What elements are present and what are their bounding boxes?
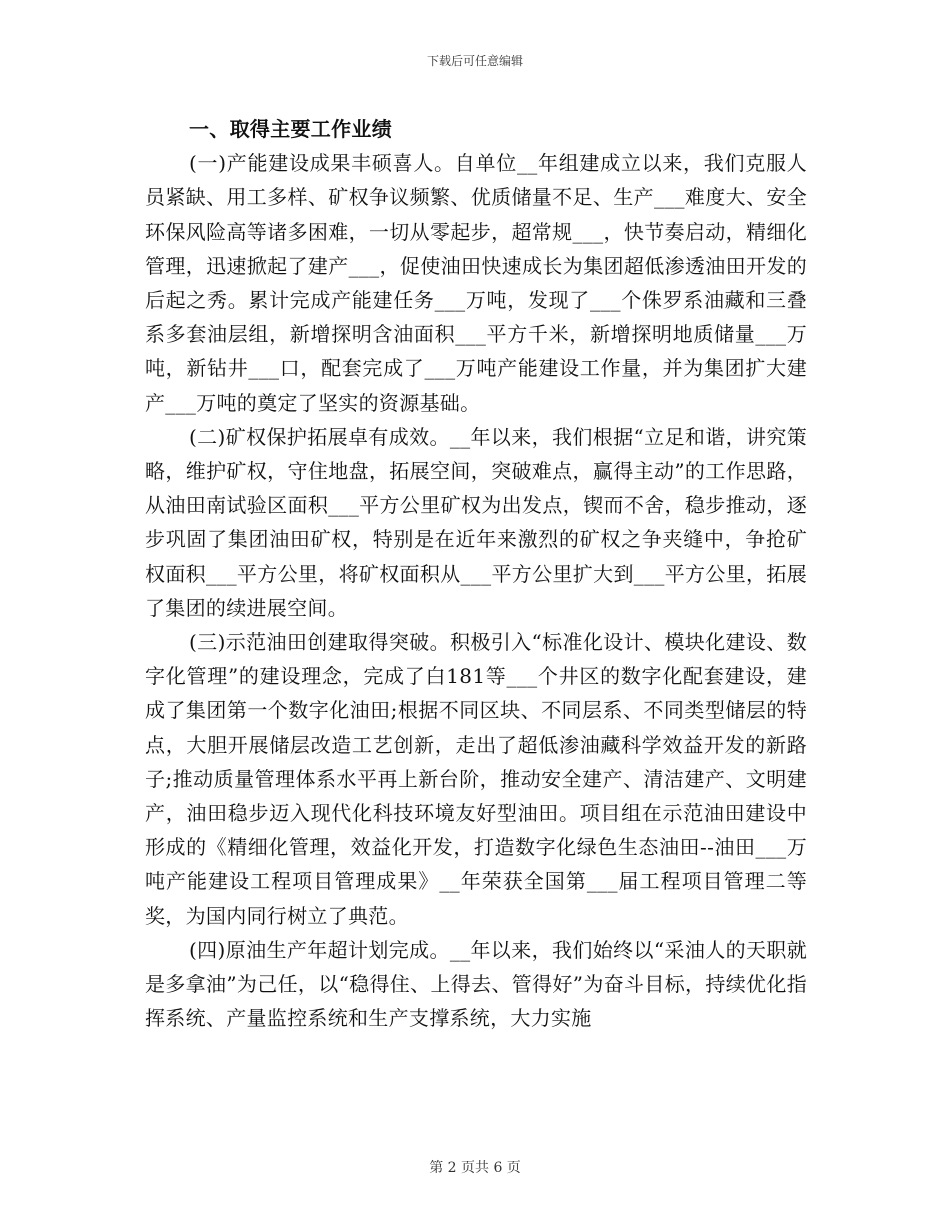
paragraph-mining-rights: (二)矿权保护拓展卓有成效。__年以来，我们根据“立足和谐，讲究策略，维护矿权，守住地盘，拓展空间，突破难点，赢得主动”的工作思路，从油田南试验区面积___平方公里矿权为出发点，锲而不舍，稳步推动，逐步巩固了集团油田矿权，特别是在近年来激烈的矿权之争夹缝中，争抢矿权面积___平方公里，将矿权面积从___平方公里扩大到___平方公里，拓展了集团的续进展空间。 (145, 424, 807, 620)
paragraph-crude-production: (四)原油生产年超计划完成。__年以来，我们始终以“采油人的天职就是多拿油”为己任，以“稳得住、上得去、管得好”为奋斗目标，持续优化指挥系统、产量监控系统和生产支撑系统，大力实施 (145, 937, 807, 1031)
paragraph-demonstration-oilfield: (三)示范油田创建取得突破。积极引入“标准化设计、模块化建设、数字化管理”的建设理念，完成了白181等___个井区的数字化配套建设，建成了集团第一个数字化油田;根据不同区块、不同层系、不同类型储层的特点，大胆开展储层改造工艺创新，走出了超低渗油藏科学效益开发的新路子;推动质量管理体系水平再上新台阶，推动安全建产、清洁建产、文明建产，油田稳步迈入现代化科技环境友好型油田。项目组在示范油田建设中形成的《精细化管理，效益化开发，打造数字化绿色生态油田--油田___万吨产能建设工程项目管理成果》__年荣获全国第___届工程项目管理二等奖，为国内同行树立了典范。 (145, 630, 807, 928)
page-number: 第 2 页共 6 页 (429, 1160, 521, 1176)
document-body (145, 112, 807, 1035)
section-heading: 一、取得主要工作业绩 (189, 117, 392, 141)
paragraph-capacity-construction: (一)产能建设成果丰硕喜人。自单位__年组建成立以来，我们克服人员紧缺、用工多样、矿权争议频繁、优质储量不足、生产___难度大、安全环保风险高等诸多困难，一切从零起步，超常规___，快节奏启动，精细化管理，迅速掀起了建产___，促使油田快速成长为集团超低渗透油田开发的后起之秀。累计完成产能建任务___万吨，发现了___个侏罗系油藏和三叠系多套油层组，新增探明含油面积___平方千米，新增探明地质储量___万吨，新钻井___口，配套完成了___万吨产能建设工作量，并为集团扩大建产___万吨的奠定了坚实的资源基础。 (145, 151, 807, 415)
page-header-note: 下载后可任意编辑 (426, 54, 523, 68)
